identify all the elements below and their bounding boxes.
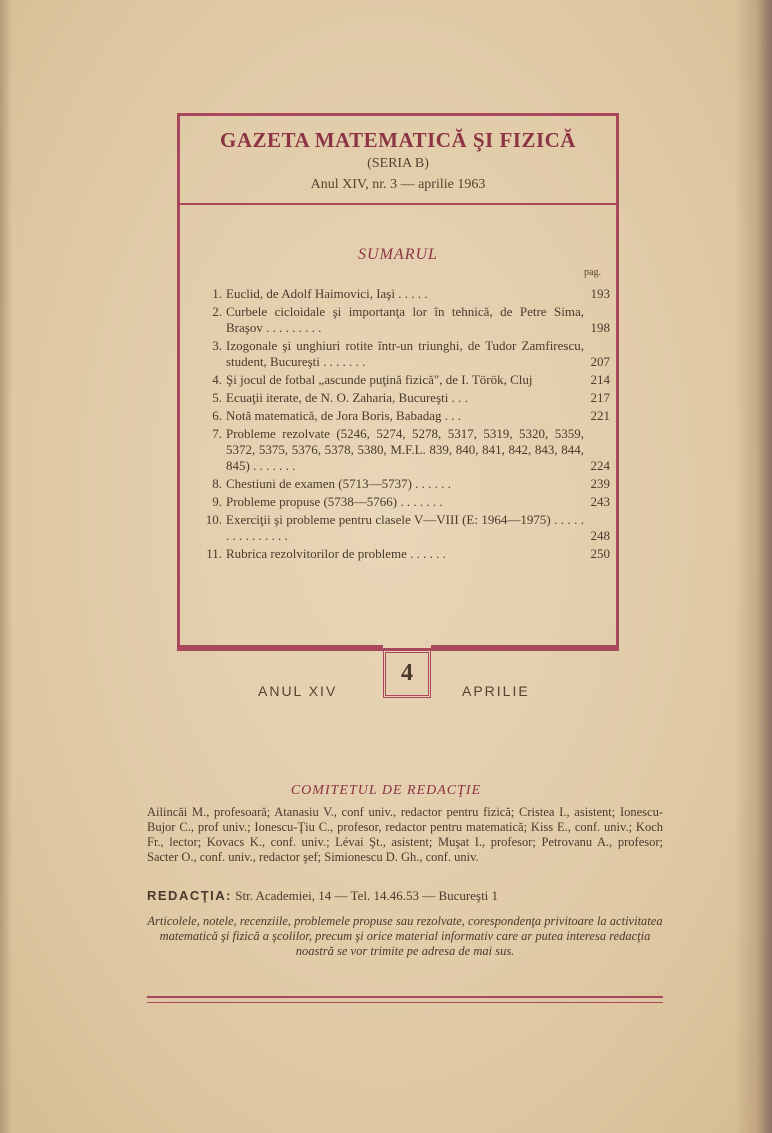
toc-entry bbox=[200, 476, 620, 492]
editorial-address-text: Str. Academiei, 14 — Tel. 14.46.53 — Bucureşti 1 bbox=[235, 888, 499, 903]
page-right-shadow bbox=[734, 0, 772, 1133]
toc-entry-page: 217 bbox=[590, 390, 610, 405]
toc-entry-title: Rubrica rezolvitorilor de probleme . . . . . . bbox=[226, 546, 446, 561]
bottom-rule-thick bbox=[147, 996, 663, 998]
toc-entry-number: 3. bbox=[212, 338, 222, 353]
month-band-label: APRILIE bbox=[462, 683, 530, 699]
editorial-address bbox=[147, 888, 663, 904]
toc-entry bbox=[200, 304, 620, 336]
journal-title: GAZETA MATEMATICĂ ŞI FIZICĂ bbox=[220, 128, 576, 152]
toc-entry-page: 224 bbox=[590, 458, 610, 473]
toc-entry-page: 214 bbox=[590, 372, 610, 387]
summary-heading: SUMARUL bbox=[358, 246, 438, 263]
header-divider bbox=[180, 203, 616, 205]
issue-box-connector-right bbox=[431, 645, 616, 648]
toc-entry-title: Exerciţii şi probleme pentru clasele V—VIII (E: 1964—1975) . . . . . . . . . . . . . . . bbox=[226, 512, 584, 543]
toc-entry-number: 4. bbox=[212, 372, 222, 387]
table-of-contents bbox=[200, 286, 620, 564]
toc-entry-number: 10. bbox=[205, 512, 222, 527]
toc-entry-number: 9. bbox=[212, 494, 222, 509]
toc-entry-title: Ecuaţii iterate, de N. O. Zaharia, Bucureşti . . . bbox=[226, 390, 468, 405]
issue-box-connector-left bbox=[177, 645, 383, 648]
toc-entry-page: 198 bbox=[590, 320, 610, 335]
toc-entry-page: 239 bbox=[590, 476, 610, 491]
series-label: (SERIA B) bbox=[367, 156, 429, 171]
toc-entry bbox=[200, 512, 620, 544]
submission-notice: Articolele, notele, recenziile, problemele propuse sau rezolvate, corespondenţa privitoare la activitatea matematică şi fizică a şcolilor, precum şi orice material informativ care ar putea interesa redacţia noastră se vor trimite pe adresa de mai sus. bbox=[147, 914, 663, 958]
issue-line: Anul XIV, nr. 3 — aprilie 1963 bbox=[310, 177, 486, 192]
issue-number: 4 bbox=[401, 660, 413, 686]
page-column-label: pag. bbox=[584, 267, 601, 278]
issue-number-box bbox=[383, 650, 431, 698]
toc-entry-title: Şi jocul de fotbal „ascunde puţină fizică", de I. Török, Cluj bbox=[226, 372, 533, 387]
toc-entry bbox=[200, 338, 620, 370]
toc-entry-title: Probleme propuse (5738—5766) . . . . . . . bbox=[226, 494, 443, 509]
toc-entry-number: 5. bbox=[212, 390, 222, 405]
page-left-shadow bbox=[0, 0, 12, 1133]
toc-entry-number: 7. bbox=[212, 426, 222, 441]
toc-entry-page: 207 bbox=[590, 354, 610, 369]
toc-entry-page: 250 bbox=[590, 546, 610, 561]
toc-entry-title: Curbele cicloidale şi importanţa lor în tehnică, de Petre Sima, Braşov . . . . . . . . . bbox=[226, 304, 584, 335]
toc-entry bbox=[200, 408, 620, 424]
toc-entry-title: Chestiuni de examen (5713—5737) . . . . . . bbox=[226, 476, 451, 491]
toc-entry-title: Izogonale şi unghiuri rotite într-un triunghi, de Tudor Zamfirescu, student, Bucureşti . . . . . . . bbox=[226, 338, 584, 369]
editorial-label: REDACŢIA: bbox=[147, 888, 232, 903]
toc-entry-page: 193 bbox=[590, 286, 610, 301]
toc-entry bbox=[200, 494, 620, 510]
toc-entry-number: 11. bbox=[206, 546, 222, 561]
toc-entry-number: 8. bbox=[212, 476, 222, 491]
toc-entry bbox=[200, 546, 620, 562]
toc-entry bbox=[200, 372, 620, 388]
toc-entry-title: Notă matematică, de Jora Boris, Babadag . . . bbox=[226, 408, 462, 423]
year-band-label: ANUL XIV bbox=[258, 683, 338, 699]
toc-entry-title: Probleme rezolvate (5246, 5274, 5278, 5317, 5319, 5320, 5359, 5372, 5375, 5376, 5378, 5380, M.F.L. 839, 840, 841, 842, 843, 844, 845) . . . . . . . bbox=[226, 426, 584, 473]
committee-members: Ailincăi M., profesoară; Atanasiu V., conf univ., redactor pentru fizică; Cristea I., asistent; Ionescu-Bujor C., prof univ.; Ionescu-Ţiu C., profesor, redactor pentru matematică; Kiss E., conf. univ.; Koch Fr., lector; Kovacs K., conf. univ.; Lévai Şt., asistent; Muşat I., profesor; Petrovanu A., profesor; Sacter O., conf. univ., redactor şef; Simionescu D. Gh., conf. univ. bbox=[147, 805, 663, 864]
toc-entry bbox=[200, 426, 620, 474]
summary-frame bbox=[177, 113, 619, 651]
toc-entry-number: 1. bbox=[212, 286, 222, 301]
toc-entry bbox=[200, 390, 620, 406]
committee-heading: COMITETUL DE REDACŢIE bbox=[290, 783, 482, 798]
toc-entry-title: Euclid, de Adolf Haimovici, Iaşi . . . . . bbox=[226, 286, 428, 301]
bottom-rule-thin bbox=[147, 1002, 663, 1003]
toc-entry-page: 221 bbox=[590, 408, 610, 423]
toc-entry-number: 2. bbox=[212, 304, 222, 319]
toc-entry-page: 248 bbox=[590, 528, 610, 543]
toc-entry bbox=[200, 286, 620, 302]
toc-entry-number: 6. bbox=[212, 408, 222, 423]
toc-entry-page: 243 bbox=[590, 494, 610, 509]
